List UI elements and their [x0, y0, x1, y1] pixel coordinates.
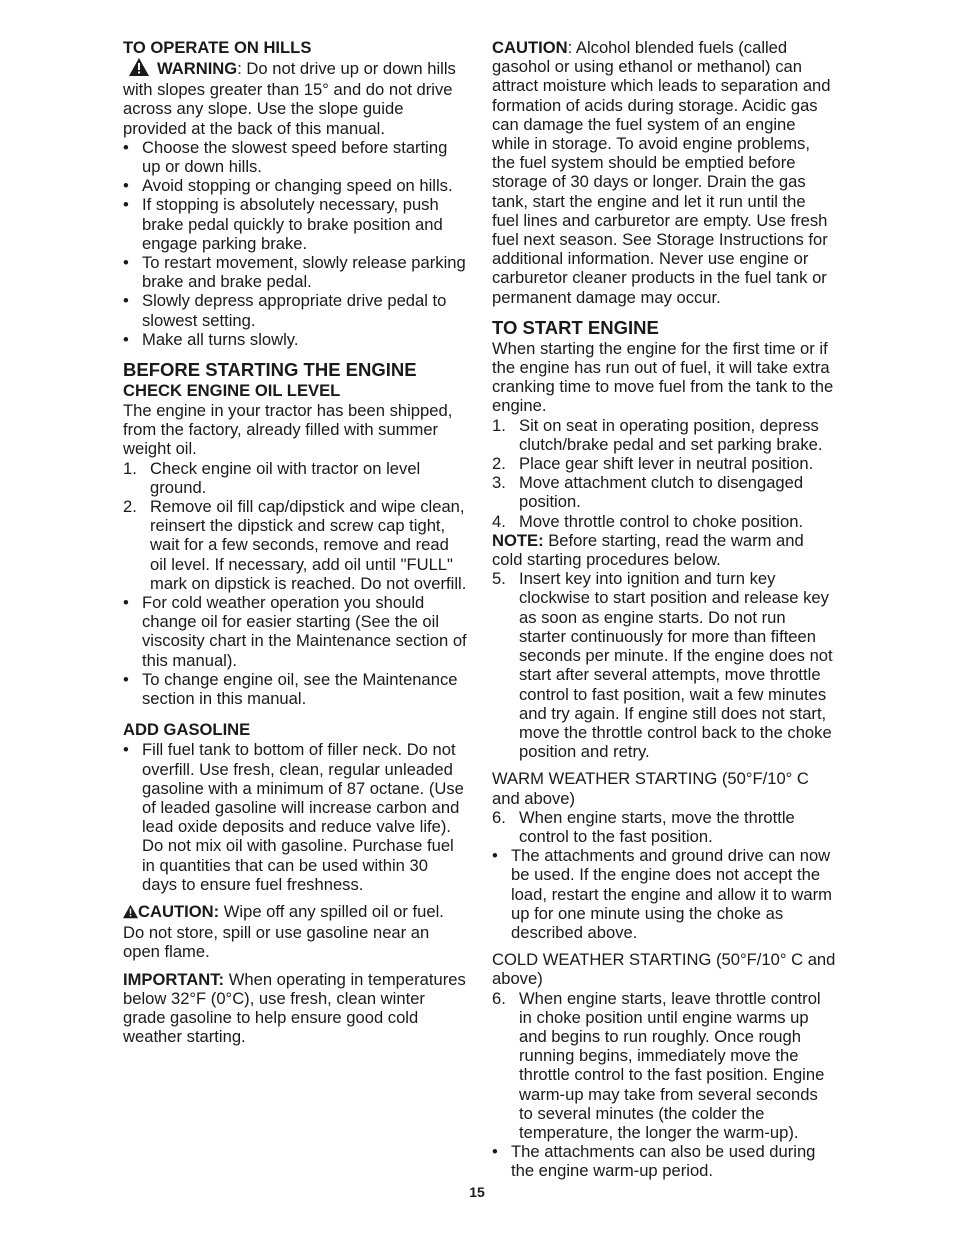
start-step: 1. Sit on seat in operating position, depress clutch/brake pedal and set parking brake. — [492, 415, 823, 454]
start-engine-heading: TO START ENGINE — [492, 316, 659, 338]
hills-heading: TO OPERATE ON HILLS — [123, 38, 312, 57]
list-item: • To restart movement, slowly release parking brake and brake pedal. — [123, 253, 466, 292]
warm-bullet: • The attachments and ground drive can now be used. If the engine does not accept the load, restart the engine and allow it to warm up for one minute using the choke as described above. — [492, 846, 832, 942]
caution-text: : Alcohol blended fuels (called gasohol or using ethanol or methanol) can attract moisture which leads to separation and formation of acids during storage. Acidic gas can damage the fuel system of an engine while in storage. To avoid engine problems, the fuel system should be emptied before storage of 30 days or longer. Drain the gas tank, start the engine and let it run until the fuel lines and carburetor are empty. Use fresh fuel next season. See Storage Instructions for additional information. Never use engine or carburetor cleaner products in the fuel tank or permanent damage may occur. — [492, 38, 831, 307]
page-number: 15 — [469, 1184, 485, 1200]
important-label: IMPORTANT: — [123, 969, 225, 989]
note-text: Before starting, read the warm and cold starting procedures below. — [492, 530, 804, 570]
caution-paragraph — [123, 902, 467, 962]
list-item: • Avoid stopping or changing speed on hills. — [123, 176, 453, 196]
before-starting-heading: BEFORE STARTING THE ENGINE — [123, 359, 417, 381]
oil-step: 2. Remove oil fill cap/dipstick and wipe clean, reinsert the dipstick and screw cap tight, wait for a few seconds, remove and read oil level. If necessary, add oil until "FULL" mark on dipstick is reached. Do not overfill. — [123, 497, 467, 593]
start-step: 2. Place gear shift lever in neutral position. — [492, 454, 814, 474]
start-step: 5. Insert key into ignition and turn key clockwise to start position and release key as soon as engine starts. Do not run starter continuously for more than fifteen seconds per minute. If the engine does not start after several attempts, move throttle control to fast position, wait a few minutes and try again. If engine still does not start, move the throttle control back to the choke position and retry. — [492, 569, 833, 762]
important-paragraph — [123, 970, 467, 1047]
hills-list — [123, 138, 467, 349]
right-column — [492, 38, 836, 1181]
caution-triangle-icon — [123, 904, 138, 923]
warm-weather-heading: WARM WEATHER STARTING (50°F/10° C and above) — [492, 769, 809, 808]
list-item: • If stopping is absolutely necessary, push brake pedal quickly to brake position and engage parking brake. — [123, 195, 443, 253]
gasoline-bullet: • Fill fuel tank to bottom of filler neck. Do not overfill. Use fresh, clean, regular unleaded gasoline with a minimum of 87 octane. (Use of leaded gasoline will increase carbon and lead oxide deposits and reduce valve life). Do not mix oil with gasoline. Purchase fuel in quantities that can be used within 30 days to ensure fuel freshness. — [123, 740, 464, 894]
warm-step: 6. When engine starts, move the throttle control to the fast position. — [492, 807, 795, 846]
list-item: • Make all turns slowly. — [123, 329, 299, 349]
oil-step: 1. Check engine oil with tractor on level ground. — [123, 458, 421, 497]
start-intro: When starting the engine for the first time or if the engine has run out of fuel, it will take extra cranking time to move fuel from the tank to the engine. — [492, 338, 834, 416]
warning-label: WARNING — [157, 59, 238, 78]
oil-level-heading: CHECK ENGINE OIL LEVEL — [123, 381, 341, 401]
important-text: When operating in temperatures below 32°F (0°C), use fresh, clean winter grade gasoline to help ensure good cold weather starting. — [123, 969, 466, 1047]
oil-bullet: • To change engine oil, see the Maintenance section in this manual. — [123, 669, 458, 709]
cold-step: 6. When engine starts, leave throttle control in choke position until engine warms up and begins to run roughly. Once rough running begins, immediately move the throttle control to the fast position. Engine warm-up may take from several seconds to several minutes (the colder the temperature, the longer the warm-up). — [492, 988, 825, 1142]
cold-bullet: • The attachments can also be used during the engine warm-up period. — [492, 1142, 816, 1181]
oil-bullet: • For cold weather operation you should change oil for easier starting (See the oil viscosity chart in the Maintenance section of this manual). — [123, 593, 467, 670]
caution-text: Wipe off any spilled oil or fuel. Do not store, spill or use gasoline near an open flame. — [123, 901, 444, 962]
cold-weather-heading: COLD WEATHER STARTING (50°F/10° C and above) — [492, 950, 836, 989]
fuel-caution-paragraph — [492, 38, 836, 307]
list-item: • Choose the slowest speed before starting up or down hills. — [123, 137, 448, 177]
note-label: NOTE: — [492, 530, 544, 550]
caution-label: CAUTION: — [138, 901, 220, 921]
warning-triangle-icon — [129, 58, 149, 80]
left-column — [123, 38, 467, 1046]
note-paragraph — [492, 531, 836, 569]
hills-warning — [123, 58, 467, 138]
start-step: 4. Move throttle control to choke position. — [492, 511, 804, 531]
add-gasoline-heading: ADD GASOLINE — [123, 720, 251, 740]
list-item: • Slowly depress appropriate drive pedal to slowest setting. — [123, 291, 447, 330]
warning-text: : Do not drive up or down hills with slopes greater than 15° and do not drive across any slope. Use the slope guide provided at the back of this manual. — [123, 59, 456, 138]
start-step: 3. Move attachment clutch to disengaged position. — [492, 473, 804, 512]
oil-intro: The engine in your tractor has been shipped, from the factory, already filled with summer weight oil. — [123, 401, 453, 459]
caution-label: CAUTION — [492, 38, 568, 57]
